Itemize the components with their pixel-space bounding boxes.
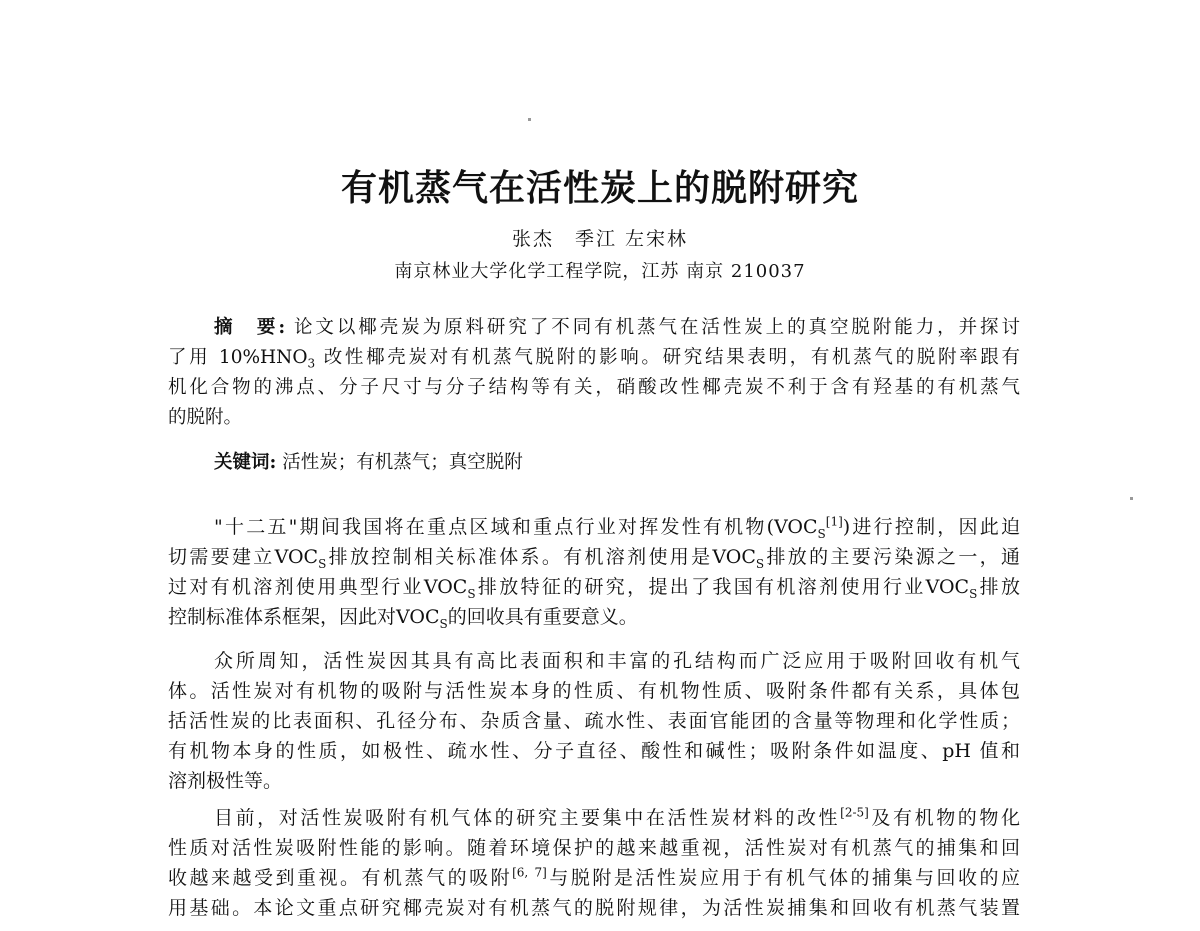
text-run: 溶剂极性等。: [168, 770, 283, 792]
text-run: 排放特征的研究，提出了我国有机溶剂使用行业VOC: [475, 576, 970, 598]
text-line: [168, 803, 1020, 833]
text-run: 切需要建立VOC: [168, 546, 319, 568]
subscript: S: [755, 556, 765, 571]
text-run: 机化合物的沸点、分子尺寸与分子结构等有关，硝酸改性椰壳炭不利于含有羟基的有机蒸气: [168, 377, 1020, 398]
authors: 张杰 季江 左宋林: [511, 228, 689, 250]
text-line: [168, 403, 1020, 433]
text-line: [168, 676, 1020, 706]
text-line: [168, 736, 1020, 766]
keywords-line: [168, 448, 1020, 478]
text-run: "十二五"期间我国将在重点区域和重点行业对挥发性有机物(VOC: [214, 516, 818, 538]
text-run: 括活性炭的比表面积、孔径分布、杂质含量、疏水性、表面官能团的含量等物理和化学性质；: [168, 710, 1020, 732]
text-run: 论文以椰壳炭为原料研究了不同有机蒸气在活性炭上的真空脱附能力，并探讨: [285, 317, 1020, 338]
abstract-label: 摘 要:: [214, 317, 286, 338]
paragraph-2: [168, 646, 1020, 796]
keywords-text: 活性炭；有机蒸气；真空脱附: [276, 452, 523, 473]
text-run: )进行控制，因此迫: [842, 516, 1020, 538]
subscript: S: [969, 586, 978, 601]
citation-superscript: [2-5]: [840, 805, 869, 820]
text-line: [168, 542, 1020, 572]
text-run: 了用 10%HNO: [168, 347, 308, 368]
paragraph-1: [168, 512, 1020, 632]
text-line: [168, 863, 1020, 893]
scan-speck: [1130, 497, 1133, 500]
text-run: 的脱附。: [168, 407, 243, 428]
text-run: 用基础。本论文重点研究椰壳炭对有机蒸气的脱附规律，为活性炭捕集和回收有机蒸气装置: [168, 897, 1020, 919]
text-line: [168, 706, 1020, 736]
text-line: [168, 343, 1020, 373]
text-run: 体。活性炭对有机物的吸附与活性炭本身的性质、有机物性质、吸附条件都有关系，具体包: [168, 680, 1020, 702]
text-line: [168, 572, 1020, 602]
paper-title: 有机蒸气在活性炭上的脱附研究: [340, 167, 859, 209]
paragraph-3: [168, 803, 1020, 923]
text-line: [168, 373, 1020, 403]
text-line: [168, 833, 1020, 863]
text-line: [168, 893, 1020, 923]
text-line: [168, 512, 1020, 542]
text-run: 改性椰壳炭对有机蒸气脱附的影响。研究结果表明，有机蒸气的脱附率跟有: [315, 347, 1020, 368]
abstract: [168, 313, 1020, 433]
keywords-label: 关键词:: [214, 452, 277, 473]
text-run: 排放控制相关标准体系。有机溶剂使用是VOC: [326, 546, 756, 568]
text-line: [168, 313, 1020, 343]
text-run: 控制标准体系框架，因此对VOC: [168, 606, 440, 628]
text-run: 排放: [977, 576, 1020, 598]
text-run: 排放的主要污染源之一，通: [764, 546, 1020, 568]
text-run: 过对有机溶剂使用典型行业VOC: [168, 576, 468, 598]
subscript: S: [817, 526, 826, 541]
text-run: 及有机物的物化: [868, 807, 1020, 829]
text-line: [168, 766, 1020, 796]
scan-speck: [528, 118, 531, 121]
text-run: 收越来越受到重视。有机蒸气的吸附: [168, 867, 513, 889]
text-run: 目前，对活性炭吸附有机气体的研究主要集中在活性炭材料的改性: [214, 807, 841, 829]
text-line: [168, 646, 1020, 676]
text-run: 众所周知，活性炭因其具有高比表面积和丰富的孔结构而广泛应用于吸附回收有机气: [214, 650, 1020, 672]
text-run: 与脱附是活性炭应用于有机气体的捕集与回收的应: [546, 867, 1020, 889]
text-run: 有机物本身的性质，如极性、疏水性、分子直径、酸性和碱性；吸附条件如温度、pH 值和: [168, 740, 1020, 762]
keywords: [168, 448, 1020, 478]
subscript: 3: [307, 356, 316, 371]
text-run: 的回收具有重要意义。: [447, 606, 638, 628]
text-line: [168, 602, 1020, 632]
subscript: S: [467, 586, 476, 601]
subscript: S: [439, 616, 448, 631]
subscript: S: [318, 556, 327, 571]
affiliation: 南京林业大学化学工程学院，江苏 南京 210037: [394, 261, 806, 282]
citation-superscript: [1]: [825, 514, 843, 529]
citation-superscript: [6, 7]: [512, 865, 547, 880]
text-run: 性质对活性炭吸附性能的影响。随着环境保护的越来越重视，活性炭对有机蒸气的捕集和回: [168, 837, 1020, 859]
